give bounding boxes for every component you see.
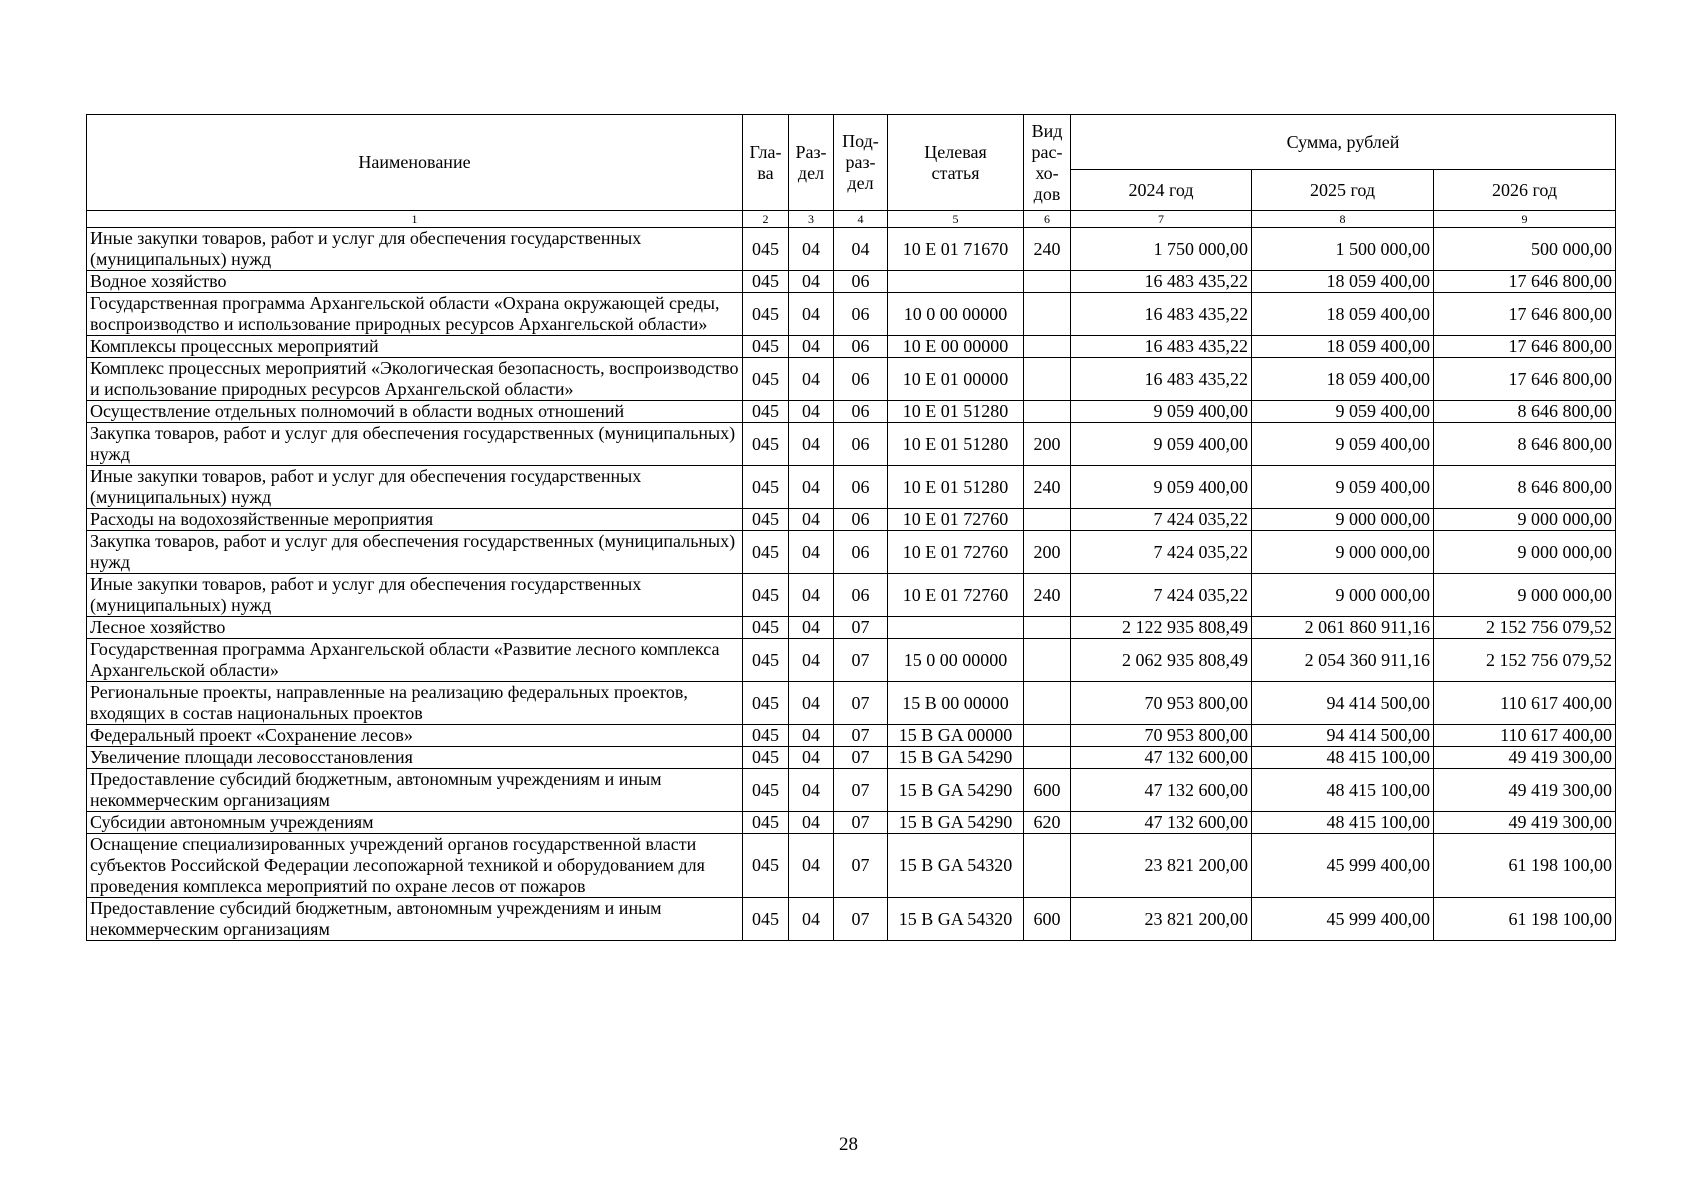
amount-2025-cell: 9 000 000,00 xyxy=(1252,574,1434,617)
section-cell: 04 xyxy=(789,358,834,401)
row-name-cell: Предоставление субсидий бюджетным, автономным учреждениям и иным некоммерческим организациям xyxy=(87,898,743,941)
subsection-cell: 06 xyxy=(834,271,888,293)
target-article-cell: 15 В GA 54290 xyxy=(888,812,1024,834)
amount-2025-cell: 9 000 000,00 xyxy=(1252,531,1434,574)
amount-2024-cell: 47 132 600,00 xyxy=(1071,747,1252,769)
subsection-cell: 06 xyxy=(834,293,888,336)
subsection-cell: 06 xyxy=(834,401,888,423)
amount-2026-cell: 500 000,00 xyxy=(1434,228,1616,271)
expense-type-cell xyxy=(1024,725,1071,747)
amount-2024-cell: 9 059 400,00 xyxy=(1071,401,1252,423)
subsection-cell: 07 xyxy=(834,747,888,769)
chapter-cell: 045 xyxy=(743,834,789,898)
target-article-cell xyxy=(888,271,1024,293)
table-row xyxy=(87,358,1616,401)
amount-2025-cell: 2 054 360 911,16 xyxy=(1252,639,1434,682)
target-article-cell: 10 Е 00 00000 xyxy=(888,336,1024,358)
amount-2025-cell: 45 999 400,00 xyxy=(1252,898,1434,941)
row-name-cell: Государственная программа Архангельской области «Развитие лесного комплекса Архангельской области» xyxy=(87,639,743,682)
amount-2026-cell: 49 419 300,00 xyxy=(1434,747,1616,769)
target-article-cell: 10 Е 01 51280 xyxy=(888,466,1024,509)
budget-table xyxy=(86,114,1616,941)
subsection-cell: 06 xyxy=(834,358,888,401)
table-row xyxy=(87,401,1616,423)
row-name-cell: Расходы на водохозяйственные мероприятия xyxy=(87,509,743,531)
expense-type-cell: 240 xyxy=(1024,466,1071,509)
section-cell: 04 xyxy=(789,531,834,574)
target-article-cell xyxy=(888,617,1024,639)
section-cell: 04 xyxy=(789,639,834,682)
row-name-cell: Оснащение специализированных учреждений органов государственной власти субъектов Российской Федерации лесопожарной техникой и оборудованием для проведения комплекса мероприятий по охране лесов от пожаров xyxy=(87,834,743,898)
amount-2025-cell: 18 059 400,00 xyxy=(1252,293,1434,336)
amount-2024-cell: 23 821 200,00 xyxy=(1071,834,1252,898)
expense-type-cell xyxy=(1024,271,1071,293)
amount-2024-cell: 2 122 935 808,49 xyxy=(1071,617,1252,639)
amount-2024-cell: 1 750 000,00 xyxy=(1071,228,1252,271)
expense-type-cell xyxy=(1024,401,1071,423)
table-row xyxy=(87,574,1616,617)
subsection-cell: 07 xyxy=(834,682,888,725)
amount-2026-cell: 61 198 100,00 xyxy=(1434,898,1616,941)
target-article-cell: 15 В GA 54320 xyxy=(888,834,1024,898)
subsection-cell: 06 xyxy=(834,423,888,466)
row-name-cell: Осуществление отдельных полномочий в области водных отношений xyxy=(87,401,743,423)
row-name-cell: Государственная программа Архангельской области «Охрана окружающей среды, воспроизводство и использование природных ресурсов Архангельской области» xyxy=(87,293,743,336)
table-row xyxy=(87,423,1616,466)
amount-2026-cell: 8 646 800,00 xyxy=(1434,466,1616,509)
amount-2024-cell: 2 062 935 808,49 xyxy=(1071,639,1252,682)
expense-type-cell xyxy=(1024,617,1071,639)
column-number-row xyxy=(87,211,1616,228)
amount-2024-cell: 47 132 600,00 xyxy=(1071,769,1252,812)
section-cell: 04 xyxy=(789,574,834,617)
amount-2024-cell: 16 483 435,22 xyxy=(1071,358,1252,401)
expense-type-cell: 240 xyxy=(1024,228,1071,271)
chapter-cell: 045 xyxy=(743,293,789,336)
amount-2025-cell: 48 415 100,00 xyxy=(1252,769,1434,812)
table-row xyxy=(87,293,1616,336)
row-name-cell: Иные закупки товаров, работ и услуг для обеспечения государственных (муниципальных) нужд xyxy=(87,466,743,509)
expense-type-cell xyxy=(1024,336,1071,358)
expense-type-cell xyxy=(1024,293,1071,336)
section-cell: 04 xyxy=(789,682,834,725)
chapter-cell: 045 xyxy=(743,509,789,531)
amount-2026-cell: 2 152 756 079,52 xyxy=(1434,617,1616,639)
amount-2025-cell: 94 414 500,00 xyxy=(1252,725,1434,747)
chapter-cell: 045 xyxy=(743,898,789,941)
chapter-cell: 045 xyxy=(743,574,789,617)
table-row xyxy=(87,898,1616,941)
amount-2026-cell: 49 419 300,00 xyxy=(1434,812,1616,834)
amount-2025-cell: 9 000 000,00 xyxy=(1252,509,1434,531)
row-name-cell: Комплексы процессных мероприятий xyxy=(87,336,743,358)
table-row xyxy=(87,812,1616,834)
chapter-cell: 045 xyxy=(743,531,789,574)
chapter-cell: 045 xyxy=(743,812,789,834)
page-number: 28 xyxy=(839,1134,858,1155)
section-cell: 04 xyxy=(789,509,834,531)
column-number: 8 xyxy=(1252,211,1434,228)
amount-2025-cell: 2 061 860 911,16 xyxy=(1252,617,1434,639)
expense-type-cell: 600 xyxy=(1024,898,1071,941)
amount-2026-cell: 61 198 100,00 xyxy=(1434,834,1616,898)
chapter-cell: 045 xyxy=(743,336,789,358)
subsection-cell: 07 xyxy=(834,898,888,941)
row-name-cell: Увеличение площади лесовосстановления xyxy=(87,747,743,769)
section-cell: 04 xyxy=(789,423,834,466)
target-article-cell: 15 В GA 54320 xyxy=(888,898,1024,941)
column-number: 2 xyxy=(743,211,789,228)
chapter-cell: 045 xyxy=(743,682,789,725)
subsection-cell: 07 xyxy=(834,725,888,747)
chapter-cell: 045 xyxy=(743,423,789,466)
table-row xyxy=(87,466,1616,509)
header-subsection: Под- раз- дел xyxy=(834,115,888,211)
amount-2026-cell: 110 617 400,00 xyxy=(1434,682,1616,725)
target-article-cell: 10 Е 01 51280 xyxy=(888,423,1024,466)
table-row xyxy=(87,639,1616,682)
chapter-cell: 045 xyxy=(743,358,789,401)
row-name-cell: Иные закупки товаров, работ и услуг для обеспечения государственных (муниципальных) нужд xyxy=(87,574,743,617)
chapter-cell: 045 xyxy=(743,769,789,812)
table-row xyxy=(87,336,1616,358)
row-name-cell: Субсидии автономным учреждениям xyxy=(87,812,743,834)
amount-2025-cell: 1 500 000,00 xyxy=(1252,228,1434,271)
row-name-cell: Комплекс процессных мероприятий «Экологическая безопасность, воспроизводство и использование природных ресурсов Архангельской области» xyxy=(87,358,743,401)
amount-2024-cell: 7 424 035,22 xyxy=(1071,509,1252,531)
table-row xyxy=(87,509,1616,531)
section-cell: 04 xyxy=(789,228,834,271)
amount-2024-cell: 16 483 435,22 xyxy=(1071,293,1252,336)
subsection-cell: 07 xyxy=(834,812,888,834)
amount-2026-cell: 17 646 800,00 xyxy=(1434,336,1616,358)
row-name-cell: Предоставление субсидий бюджетным, автономным учреждениям и иным некоммерческим организациям xyxy=(87,769,743,812)
target-article-cell: 10 Е 01 51280 xyxy=(888,401,1024,423)
target-article-cell: 10 Е 01 72760 xyxy=(888,509,1024,531)
column-number: 1 xyxy=(87,211,743,228)
amount-2026-cell: 9 000 000,00 xyxy=(1434,509,1616,531)
expense-type-cell: 200 xyxy=(1024,423,1071,466)
column-number: 9 xyxy=(1434,211,1616,228)
table-row xyxy=(87,271,1616,293)
amount-2024-cell: 16 483 435,22 xyxy=(1071,271,1252,293)
row-name-cell: Региональные проекты, направленные на реализацию федеральных проектов, входящих в состав национальных проектов xyxy=(87,682,743,725)
expense-type-cell xyxy=(1024,509,1071,531)
amount-2024-cell: 16 483 435,22 xyxy=(1071,336,1252,358)
target-article-cell: 10 Е 01 72760 xyxy=(888,574,1024,617)
row-name-cell: Закупка товаров, работ и услуг для обеспечения государственных (муниципальных) нужд xyxy=(87,531,743,574)
chapter-cell: 045 xyxy=(743,747,789,769)
header-chapter: Гла- ва xyxy=(743,115,789,211)
target-article-cell: 15 В GA 54290 xyxy=(888,769,1024,812)
section-cell: 04 xyxy=(789,812,834,834)
amount-2025-cell: 48 415 100,00 xyxy=(1252,812,1434,834)
subsection-cell: 07 xyxy=(834,617,888,639)
amount-2024-cell: 47 132 600,00 xyxy=(1071,812,1252,834)
amount-2025-cell: 18 059 400,00 xyxy=(1252,271,1434,293)
target-article-cell: 10 Е 01 72760 xyxy=(888,531,1024,574)
header-sum: Сумма, рублей xyxy=(1071,115,1616,170)
section-cell: 04 xyxy=(789,747,834,769)
expense-type-cell xyxy=(1024,639,1071,682)
amount-2026-cell: 110 617 400,00 xyxy=(1434,725,1616,747)
amount-2026-cell: 49 419 300,00 xyxy=(1434,769,1616,812)
subsection-cell: 04 xyxy=(834,228,888,271)
header-year-2026: 2026 год xyxy=(1434,170,1616,211)
table-row xyxy=(87,617,1616,639)
table-body xyxy=(87,228,1616,941)
expense-type-cell xyxy=(1024,682,1071,725)
amount-2025-cell: 9 059 400,00 xyxy=(1252,423,1434,466)
column-number: 7 xyxy=(1071,211,1252,228)
column-number: 5 xyxy=(888,211,1024,228)
expense-type-cell xyxy=(1024,834,1071,898)
chapter-cell: 045 xyxy=(743,725,789,747)
subsection-cell: 06 xyxy=(834,574,888,617)
target-article-cell: 10 Е 01 00000 xyxy=(888,358,1024,401)
subsection-cell: 07 xyxy=(834,769,888,812)
section-cell: 04 xyxy=(789,834,834,898)
amount-2025-cell: 18 059 400,00 xyxy=(1252,336,1434,358)
amount-2024-cell: 7 424 035,22 xyxy=(1071,531,1252,574)
header-year-2025: 2025 год xyxy=(1252,170,1434,211)
subsection-cell: 06 xyxy=(834,466,888,509)
table-row xyxy=(87,682,1616,725)
header-target-article: Целевая статья xyxy=(888,115,1024,211)
target-article-cell: 15 В GA 54290 xyxy=(888,747,1024,769)
chapter-cell: 045 xyxy=(743,228,789,271)
amount-2025-cell: 9 059 400,00 xyxy=(1252,466,1434,509)
row-name-cell: Иные закупки товаров, работ и услуг для обеспечения государственных (муниципальных) нужд xyxy=(87,228,743,271)
expense-type-cell: 200 xyxy=(1024,531,1071,574)
section-cell: 04 xyxy=(789,336,834,358)
table-row xyxy=(87,531,1616,574)
amount-2026-cell: 8 646 800,00 xyxy=(1434,401,1616,423)
target-article-cell: 15 В 00 00000 xyxy=(888,682,1024,725)
amount-2025-cell: 9 059 400,00 xyxy=(1252,401,1434,423)
target-article-cell: 15 0 00 00000 xyxy=(888,639,1024,682)
expense-type-cell: 600 xyxy=(1024,769,1071,812)
header-year-2024: 2024 год xyxy=(1071,170,1252,211)
target-article-cell: 15 В GA 00000 xyxy=(888,725,1024,747)
section-cell: 04 xyxy=(789,898,834,941)
chapter-cell: 045 xyxy=(743,639,789,682)
table-row xyxy=(87,228,1616,271)
amount-2025-cell: 18 059 400,00 xyxy=(1252,358,1434,401)
subsection-cell: 06 xyxy=(834,509,888,531)
section-cell: 04 xyxy=(789,401,834,423)
target-article-cell: 10 0 00 00000 xyxy=(888,293,1024,336)
amount-2024-cell: 9 059 400,00 xyxy=(1071,466,1252,509)
header-expense-type: Вид рас- хо- дов xyxy=(1024,115,1071,211)
section-cell: 04 xyxy=(789,271,834,293)
expense-type-cell: 620 xyxy=(1024,812,1071,834)
section-cell: 04 xyxy=(789,617,834,639)
amount-2024-cell: 7 424 035,22 xyxy=(1071,574,1252,617)
row-name-cell: Лесное хозяйство xyxy=(87,617,743,639)
subsection-cell: 06 xyxy=(834,531,888,574)
subsection-cell: 07 xyxy=(834,834,888,898)
expense-type-cell: 240 xyxy=(1024,574,1071,617)
section-cell: 04 xyxy=(789,725,834,747)
amount-2026-cell: 17 646 800,00 xyxy=(1434,293,1616,336)
amount-2026-cell: 9 000 000,00 xyxy=(1434,531,1616,574)
column-number: 3 xyxy=(789,211,834,228)
expense-type-cell xyxy=(1024,747,1071,769)
amount-2026-cell: 8 646 800,00 xyxy=(1434,423,1616,466)
amount-2026-cell: 9 000 000,00 xyxy=(1434,574,1616,617)
amount-2024-cell: 70 953 800,00 xyxy=(1071,682,1252,725)
chapter-cell: 045 xyxy=(743,466,789,509)
amount-2025-cell: 94 414 500,00 xyxy=(1252,682,1434,725)
column-number: 4 xyxy=(834,211,888,228)
table-row xyxy=(87,834,1616,898)
row-name-cell: Водное хозяйство xyxy=(87,271,743,293)
amount-2024-cell: 23 821 200,00 xyxy=(1071,898,1252,941)
table-row xyxy=(87,747,1616,769)
subsection-cell: 06 xyxy=(834,336,888,358)
section-cell: 04 xyxy=(789,293,834,336)
amount-2024-cell: 70 953 800,00 xyxy=(1071,725,1252,747)
chapter-cell: 045 xyxy=(743,401,789,423)
section-cell: 04 xyxy=(789,769,834,812)
row-name-cell: Закупка товаров, работ и услуг для обеспечения государственных (муниципальных) нужд xyxy=(87,423,743,466)
header-section: Раз- дел xyxy=(789,115,834,211)
amount-2026-cell: 2 152 756 079,52 xyxy=(1434,639,1616,682)
amount-2025-cell: 48 415 100,00 xyxy=(1252,747,1434,769)
amount-2026-cell: 17 646 800,00 xyxy=(1434,271,1616,293)
target-article-cell: 10 Е 01 71670 xyxy=(888,228,1024,271)
amount-2024-cell: 9 059 400,00 xyxy=(1071,423,1252,466)
table-row xyxy=(87,725,1616,747)
column-number: 6 xyxy=(1024,211,1071,228)
expense-type-cell xyxy=(1024,358,1071,401)
amount-2025-cell: 45 999 400,00 xyxy=(1252,834,1434,898)
header-name: Наименование xyxy=(87,115,743,211)
amount-2026-cell: 17 646 800,00 xyxy=(1434,358,1616,401)
row-name-cell: Федеральный проект «Сохранение лесов» xyxy=(87,725,743,747)
table-row xyxy=(87,769,1616,812)
subsection-cell: 07 xyxy=(834,639,888,682)
chapter-cell: 045 xyxy=(743,617,789,639)
chapter-cell: 045 xyxy=(743,271,789,293)
section-cell: 04 xyxy=(789,466,834,509)
